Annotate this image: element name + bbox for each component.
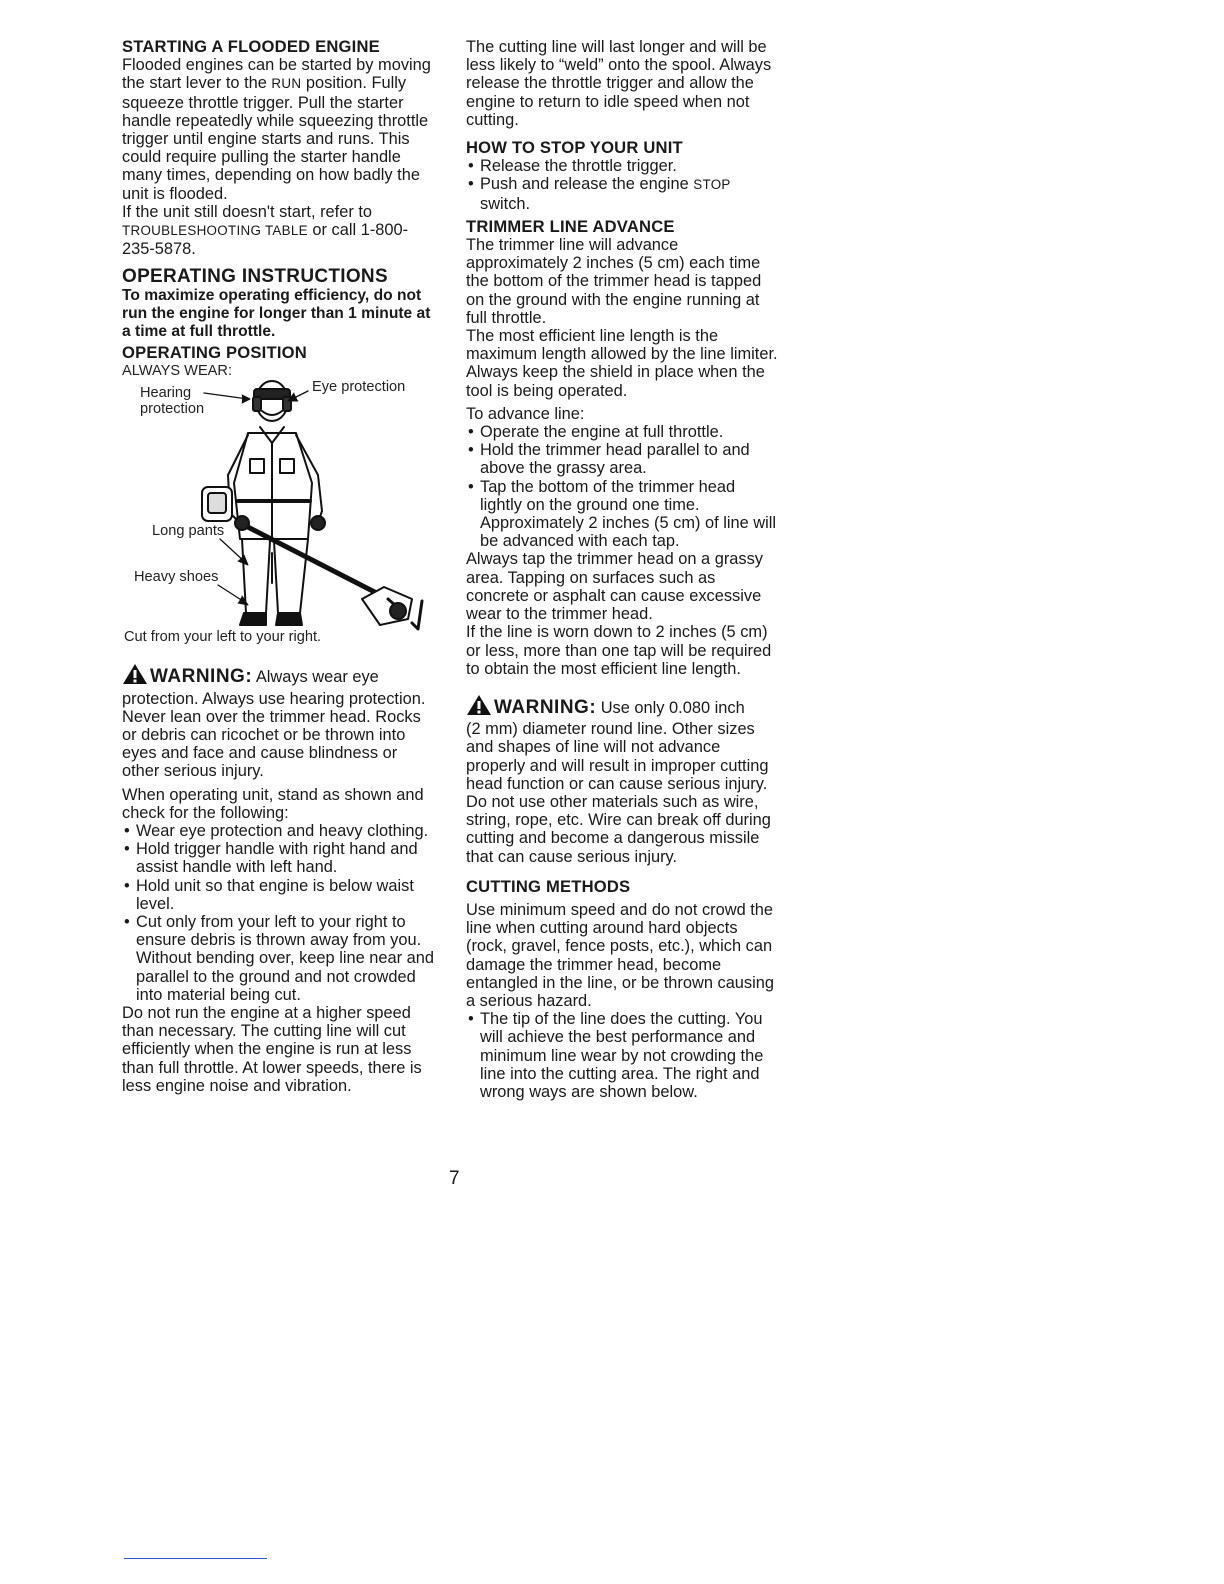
warning-block-left (122, 663, 434, 780)
warning-triangle-icon (466, 694, 492, 720)
flooded-engine-paragraph: Flooded engines can be started by moving the start lever to the RUN position. Fully squeeze throttle trigger. Pull the starter handle repeatedly while squeezing throttle trigger until engine starts and runs. This could require pulling the starter handle many times, depending on how badly the unit is flooded. (122, 56, 431, 203)
engine-speed-paragraph: Do not run the engine at a higher speed than necessary. The cutting line will cut efficiently when the engine is run at less than full throttle. At lower speeds, there is less engine noise and vibration. (122, 1004, 422, 1095)
advance-paragraph-3: To advance line: (466, 404, 585, 423)
cutting-line-paragraph: The cutting line will last longer and will be less likely to “weld” onto the spool. Always release the throttle trigger and allow the engine to return to idle speed when not cutting. (466, 38, 772, 129)
advance-paragraph-1: The trimmer line will advance approximately 2 inches (5 cm) each time the bottom of the trimmer head is tapped on the ground with the engine running at full throttle. (466, 236, 762, 327)
list-item: • Hold unit so that engine is below waist level. (122, 877, 434, 913)
stop-unit-heading: HOW TO STOP YOUR UNIT (466, 138, 683, 158)
long-pants-label: Long pants (152, 523, 225, 540)
page-number: 7 (449, 1168, 460, 1189)
operating-position-heading: OPERATING POSITION (122, 343, 307, 363)
list-item: • Push and release the engine STOP switch. (466, 175, 778, 212)
stop-steps (466, 157, 778, 213)
operating-position-figure (122, 363, 434, 653)
list-item: • The tip of the line does the cutting. You will achieve the best performance and minimum line wear by not crowding the line into the cutting area. The right and wrong ways are shown below. (466, 1010, 778, 1101)
list-item: • Release the throttle trigger. (466, 157, 778, 175)
right-column (466, 38, 778, 1101)
list-item: • Wear eye protection and heavy clothing. (122, 822, 434, 840)
warning-body-right: (2 mm) diameter round line. Other sizes and shapes of line will not advance properly and will result in improper cutting head function or can cause serious injury. Do not use other materials such as wire, string, rope, etc. Wire can break off during cutting and become a dangerous missile that can cause serious injury. (466, 720, 771, 866)
protection-label: protection (140, 401, 205, 418)
list-item: • Cut only from your left to your right to ensure debris is thrown away from you. Without bending over, keep line near and parallel to the ground and not crowded into material being cut. (122, 913, 434, 1004)
warning-lead-right: Use only 0.080 inch (600, 698, 745, 717)
eye-protection-label: Eye protection (312, 379, 406, 396)
advance-paragraph-2: The most efficient line length is the maximum length allowed by the line limiter. Always keep the shield in place when the tool is being operated. (466, 327, 778, 400)
checklist (122, 822, 434, 1004)
line-advance-heading: TRIMMER LINE ADVANCE (466, 216, 675, 236)
list-item: • Operate the engine at full throttle. (466, 423, 778, 441)
cutting-methods-heading: CUTTING METHODS (466, 876, 631, 896)
advance-paragraph-5: If the line is worn down to 2 inches (5 cm) or less, more than one tap will be required to obtain the most efficient line length. (466, 623, 772, 678)
left-column (122, 38, 434, 1095)
stand-paragraph: When operating unit, stand as shown and check for the following: (122, 785, 424, 822)
warning-lead-left: Always wear eye (255, 668, 379, 687)
warning-title-right: WARNING: (494, 696, 597, 718)
footer-rule (124, 1558, 267, 1559)
advance-steps (466, 423, 778, 550)
warning-title-left: WARNING: (150, 666, 253, 688)
figure-caption: Cut from your left to your right. (124, 629, 322, 646)
troubleshooting-paragraph: If the unit still doesn't start, refer to TROUBLESHOOTING TABLE or call 1-800-235-5878. (122, 202, 409, 259)
warning-triangle-icon (122, 663, 148, 689)
list-item: • Hold trigger handle with right hand and assist handle with left hand. (122, 840, 434, 876)
heavy-shoes-label: Heavy shoes (134, 569, 219, 586)
warning-block-right (466, 694, 778, 866)
efficiency-note: To maximize operating efficiency, do not run the engine for longer than 1 minute at a time at full throttle. (122, 287, 431, 340)
flooded-engine-heading: STARTING A FLOODED ENGINE (122, 37, 380, 56)
list-item: • Tap the bottom of the trimmer head lightly on the ground one time. Approximately 2 inches (5 cm) of line will be advanced with each tap. (466, 478, 778, 551)
cutting-paragraph: Use minimum speed and do not crowd the line when cutting around hard objects (rock, gravel, fence posts, etc.), which can damage the trimmer head, become entangled in the line, or be thrown causing a serious hazard. (466, 900, 774, 1010)
always-wear-label: ALWAYS WEAR: (122, 363, 233, 380)
advance-paragraph-4: Always tap the trimmer head on a grassy area. Tapping on surfaces such as concrete or asphalt can cause excessive wear to the trimmer head. (466, 550, 763, 624)
warning-body-left: protection. Always use hearing protection. Never lean over the trimmer head. Rocks or debris can ricochet or be thrown into eyes and face and cause blindness or other serious injury. (122, 689, 426, 781)
hearing-label: Hearing (140, 385, 192, 402)
list-item: • Hold the trimmer head parallel to and above the grassy area. (466, 441, 778, 477)
cutting-tips (466, 1010, 778, 1101)
operating-instructions-heading: OPERATING INSTRUCTIONS (122, 266, 388, 288)
